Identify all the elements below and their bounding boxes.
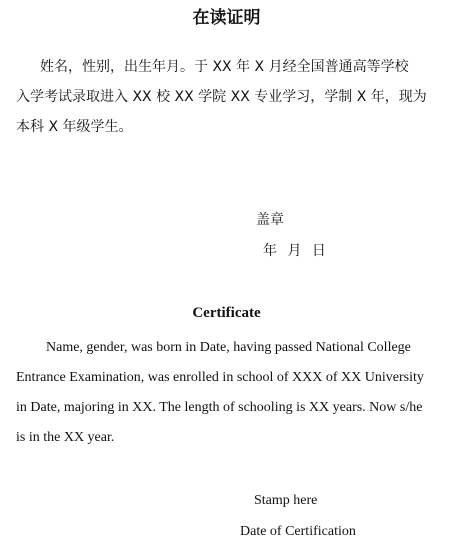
chinese-body-line: 入学考试录取进入 XX 校 XX 学院 XX 专业学习，学制 X 年，现为 <box>16 89 427 105</box>
chinese-title: 在读证明 <box>192 8 261 28</box>
english-date-label: Date of Certification <box>240 524 356 539</box>
english-body-line: Entrance Examination, was enrolled in school of XXX of XX University <box>16 370 424 385</box>
english-body-line: Name, gender, was born in Date, having passed National College <box>46 340 411 355</box>
english-body-line: is in the XX year. <box>16 430 115 445</box>
english-title: Certificate <box>192 305 261 321</box>
english-body-line: in Date, majoring in XX. The length of schooling is XX years. Now s/he <box>16 400 423 415</box>
chinese-date-label: 年 月 日 <box>263 243 326 259</box>
chinese-body-line: 姓名，性别，出生年月。于 XX 年 X 月经全国普通高等学校 <box>40 59 409 75</box>
chinese-stamp-label: 盖章 <box>256 212 284 228</box>
chinese-body-paragraph <box>16 52 436 142</box>
chinese-body-line: 本科 X 年级学生。 <box>16 119 133 135</box>
english-stamp-label: Stamp here <box>254 493 318 508</box>
english-body-paragraph <box>16 333 441 453</box>
